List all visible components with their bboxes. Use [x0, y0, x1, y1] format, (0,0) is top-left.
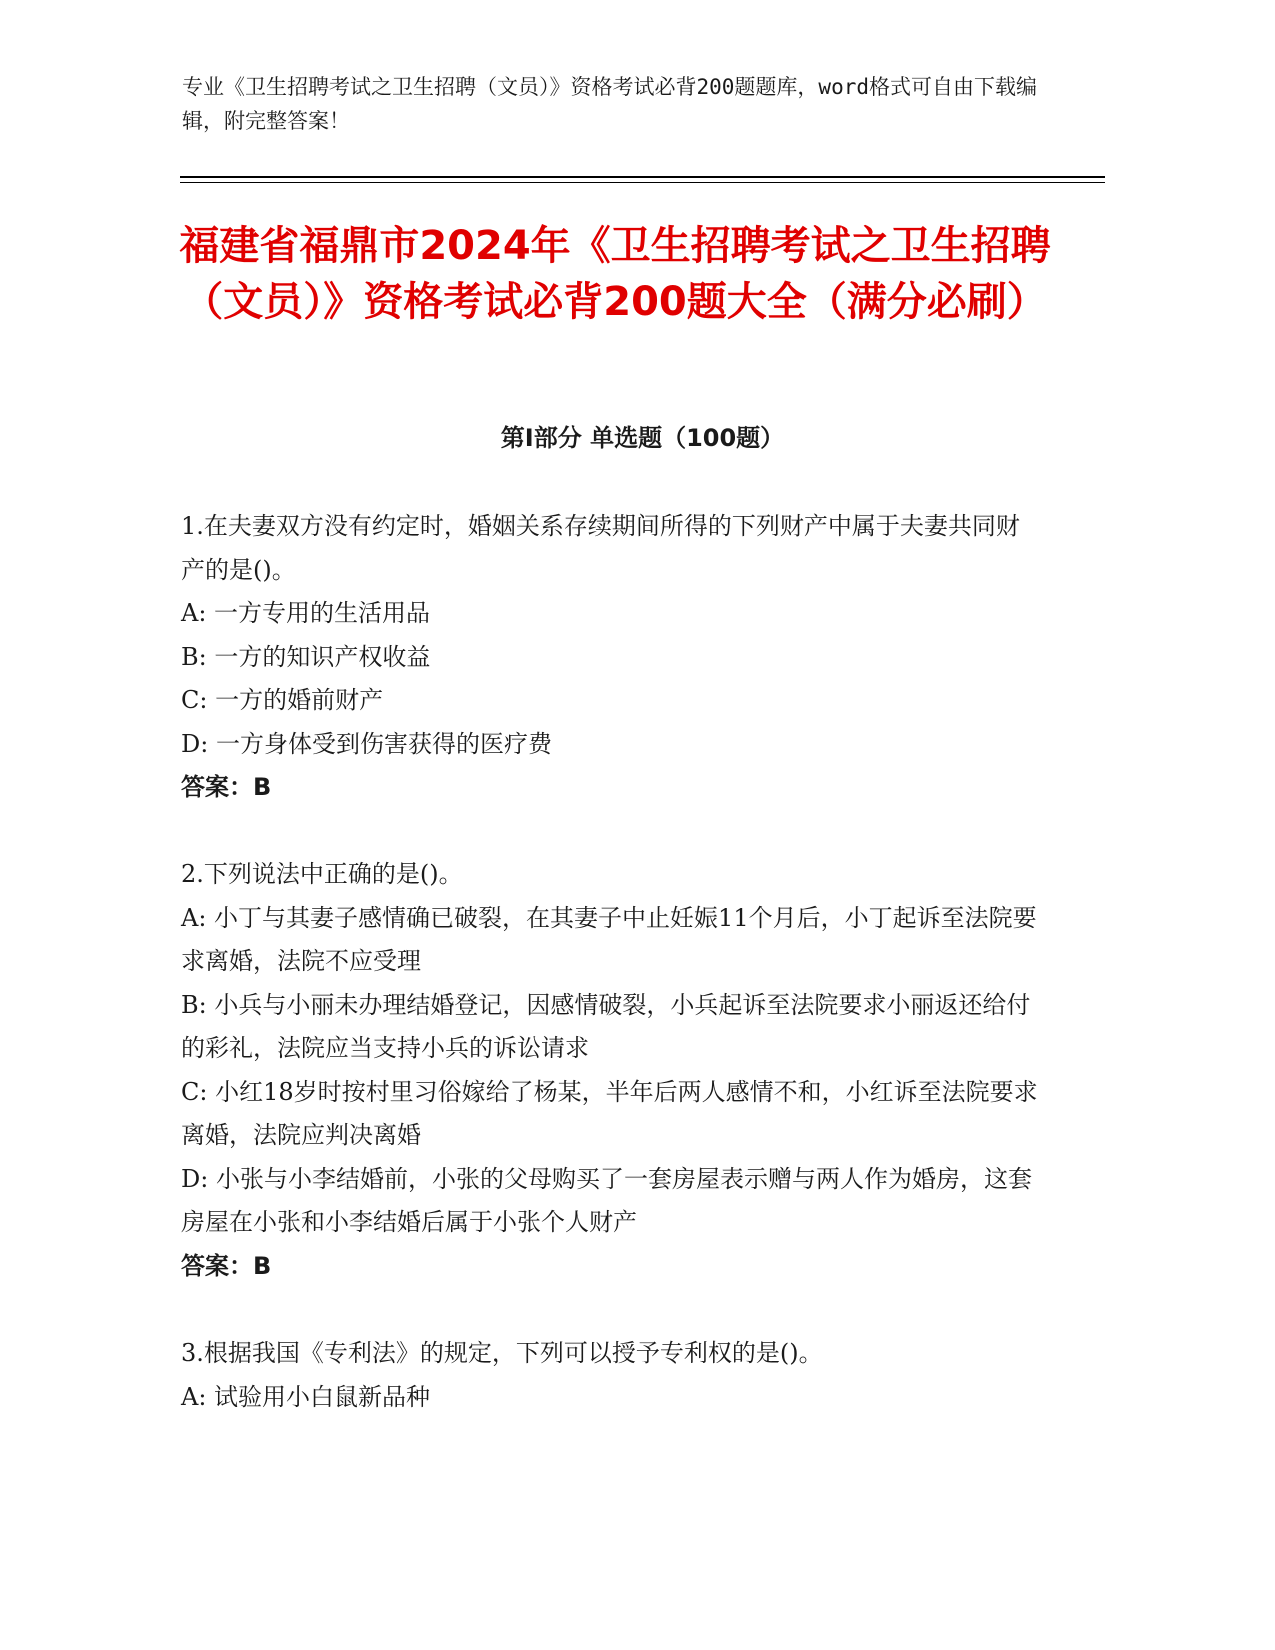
option-a: A: 小丁与其妻子感情确已破裂，在其妻子中止妊娠11个月后，小丁起诉至法院要求离婚，法院不应受理 [181, 903, 1037, 975]
option-b: B: 一方的知识产权收益 [181, 642, 431, 671]
option-d: D: 小张与小李结婚前，小张的父母购买了一套房屋表示赠与两人作为婚房，这套房屋在小张和小李结婚后属于小张个人财产 [181, 1164, 1032, 1236]
question-stem: 3.根据我国《专利法》的规定，下列可以授予专利权的是()。 [181, 1339, 823, 1367]
option-c: C: 小红18岁时按村里习俗嫁给了杨某，半年后两人感情不和，小红诉至法院要求离婚，法院应判决离婚 [181, 1077, 1038, 1149]
header-note: 专业《卫生招聘考试之卫生招聘（文员）》资格考试必背200题题库，word格式可自由下载编辑，附完整答案！ [182, 75, 1037, 133]
question-block-2 [181, 853, 1041, 1288]
option-b: B: 小兵与小丽未办理结婚登记，因感情破裂，小兵起诉至法院要求小丽返还给付的彩礼，法院应当支持小兵的诉讼请求 [181, 990, 1031, 1062]
header-divider-thick [180, 176, 1105, 178]
answer-label: 答案：B [181, 1251, 272, 1280]
option-d: D: 一方身体受到伤害获得的医疗费 [181, 729, 552, 758]
question-stem: 1.在夫妻双方没有约定时，婚姻关系存续期间所得的下列财产中属于夫妻共同财产的是()。 [181, 512, 1020, 584]
question-block-1 [181, 505, 1041, 810]
question-stem: 2.下列说法中正确的是()。 [181, 860, 463, 888]
option-a: A: 试验用小白鼠新品种 [181, 1382, 431, 1411]
option-c: C: 一方的婚前财产 [181, 686, 384, 714]
document-title: 福建省福鼎市2024年《卫生招聘考试之卫生招聘（文员）》资格考试必背200题大全（满分必刷） [179, 223, 1051, 325]
header-divider-thin [180, 182, 1105, 183]
option-a: A: 一方专用的生活用品 [181, 599, 431, 627]
question-block-3 [181, 1332, 1041, 1419]
section-heading: 第I部分 单选题（100题） [500, 424, 785, 452]
answer-label: 答案：B [181, 773, 272, 801]
